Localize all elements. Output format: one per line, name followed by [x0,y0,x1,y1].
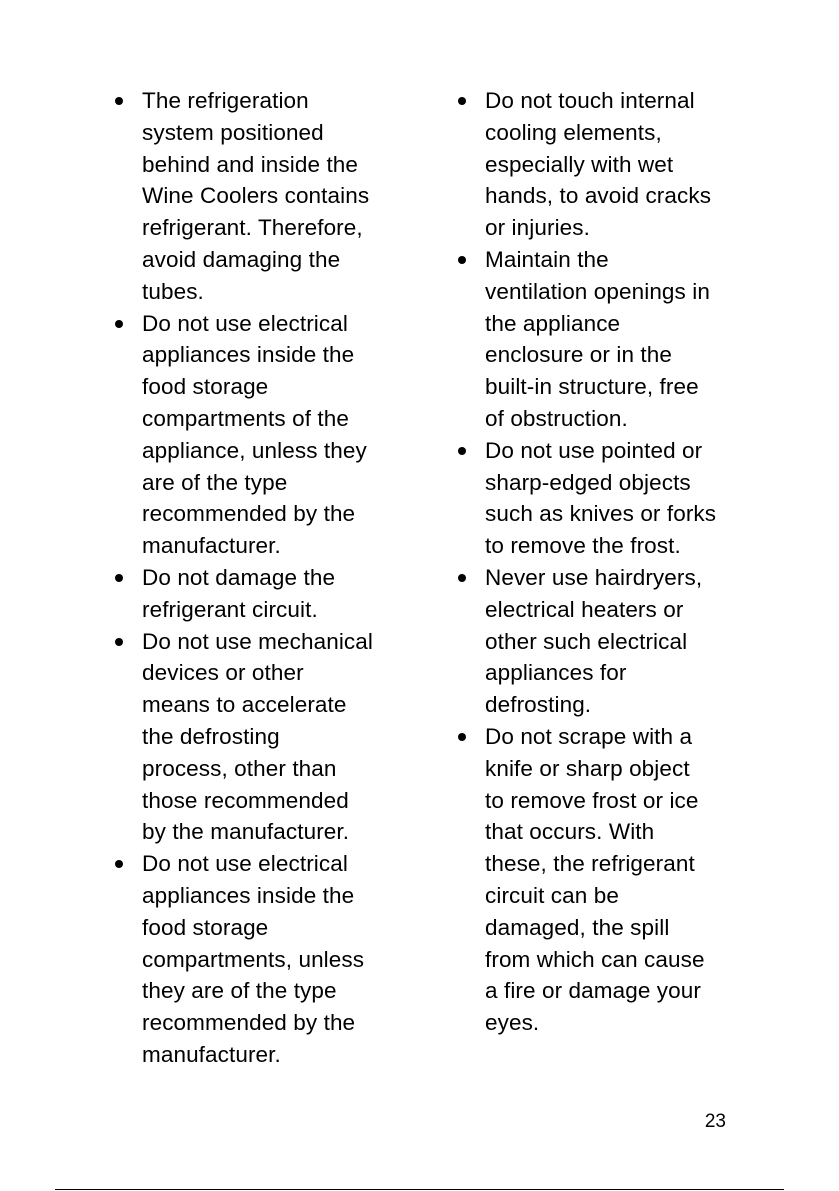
bullet-icon [458,574,466,582]
text-line: those recommended [142,787,349,813]
text-line: means to accelerate [142,692,347,718]
text-line: recommended by the [142,501,356,527]
text-line: Never use hairdryers, [485,564,703,590]
text-line: hands, to avoid cracks [485,183,712,209]
bullet-item [110,626,410,849]
bullet-item [453,721,743,1039]
text-line: devices or other [142,660,304,686]
text-line: a fire or damage your [485,978,701,1004]
text-line: appliance, unless they [142,437,367,463]
text-line: Wine Coolers contains [142,183,370,209]
text-line: of obstruction. [485,405,628,431]
bullet-item [453,85,743,244]
text-line: The refrigeration [142,88,309,113]
text-line: tubes. [142,278,204,304]
bullet-item [110,85,410,308]
text-line: the appliance [485,310,621,336]
text-line: the defrosting [142,723,280,749]
text-line: Maintain the [485,246,609,272]
text-line: food storage [142,914,269,940]
bullet-icon [458,447,466,455]
bullet-icon [115,320,123,328]
bullet-item [110,562,410,626]
bullet-icon [458,256,466,264]
bullet-icon [458,733,466,741]
text-line: cooling elements, [485,119,662,145]
text-line: enclosure or in the [485,342,673,368]
bullet-text [485,435,743,562]
text-line: that occurs. With [485,819,655,845]
text-line: avoid damaging the [142,246,341,272]
text-line: eyes. [485,1010,540,1036]
bullet-text [485,85,743,244]
bullet-text [142,85,410,308]
text-line: process, other than [142,755,337,781]
bullet-text [485,721,743,1039]
text-line: ventilation openings in [485,278,710,304]
text-line: Do not scrape with a [485,723,693,749]
bullet-item [110,848,410,1071]
bullet-text [142,308,410,562]
text-line: system positioned [142,119,324,145]
text-line: compartments of the [142,405,349,431]
text-line: behind and inside the [142,151,359,177]
text-line: to remove frost or ice [485,787,699,813]
text-line: or injuries. [485,215,590,241]
text-line: are of the type [142,469,288,495]
text-line: refrigerant circuit. [142,596,318,622]
bullet-text [485,562,743,721]
bullet-item [453,435,743,562]
text-line: Do not touch internal [485,88,695,113]
bullet-text [142,848,410,1071]
text-line: Do not use mechanical [142,628,373,654]
text-line: by the manufacturer. [142,819,350,845]
text-line: such as knives or forks [485,501,717,527]
text-line: manufacturer. [142,1041,281,1067]
text-line: especially with wet [485,151,674,177]
bullet-item [110,308,410,562]
bullet-icon [115,638,123,646]
text-line: defrosting. [485,692,592,718]
page-number: 23 [704,1111,726,1132]
text-line: these, the refrigerant [485,851,695,877]
bullet-icon [115,574,123,582]
text-line: from which can cause [485,946,705,972]
text-line: circuit can be [485,882,619,908]
bullet-icon [115,97,123,105]
bullet-text [485,244,743,435]
text-line: damaged, the spill [485,914,670,940]
text-line: appliances inside the [142,342,355,368]
text-line: appliances inside the [142,882,355,908]
text-line: other such electrical [485,628,688,654]
bullet-icon [458,97,466,105]
text-line: recommended by the [142,1010,356,1036]
text-line: refrigerant. Therefore, [142,215,363,241]
text-line: Do not use electrical [142,310,348,336]
text-line: they are of the type [142,978,337,1004]
text-line: appliances for [485,660,627,686]
text-line: Do not damage the [142,564,336,590]
bullet-item [453,244,743,435]
text-line: electrical heaters or [485,596,684,622]
text-line: sharp-edged objects [485,469,691,495]
text-line: Do not use electrical [142,851,348,877]
bullet-icon [115,860,123,868]
right-column-list [453,85,743,1039]
text-line: manufacturer. [142,533,281,559]
bullet-item [453,562,743,721]
text-line: food storage [142,374,269,400]
text-line: knife or sharp object [485,755,690,781]
left-column-list [110,85,410,1071]
text-line: to remove the frost. [485,533,681,559]
text-line: compartments, unless [142,946,365,972]
bullet-text [142,626,410,849]
bullet-text [142,562,410,626]
text-line: built-in structure, free [485,374,699,400]
text-line: Do not use pointed or [485,437,703,463]
footer-divider [55,1189,784,1190]
